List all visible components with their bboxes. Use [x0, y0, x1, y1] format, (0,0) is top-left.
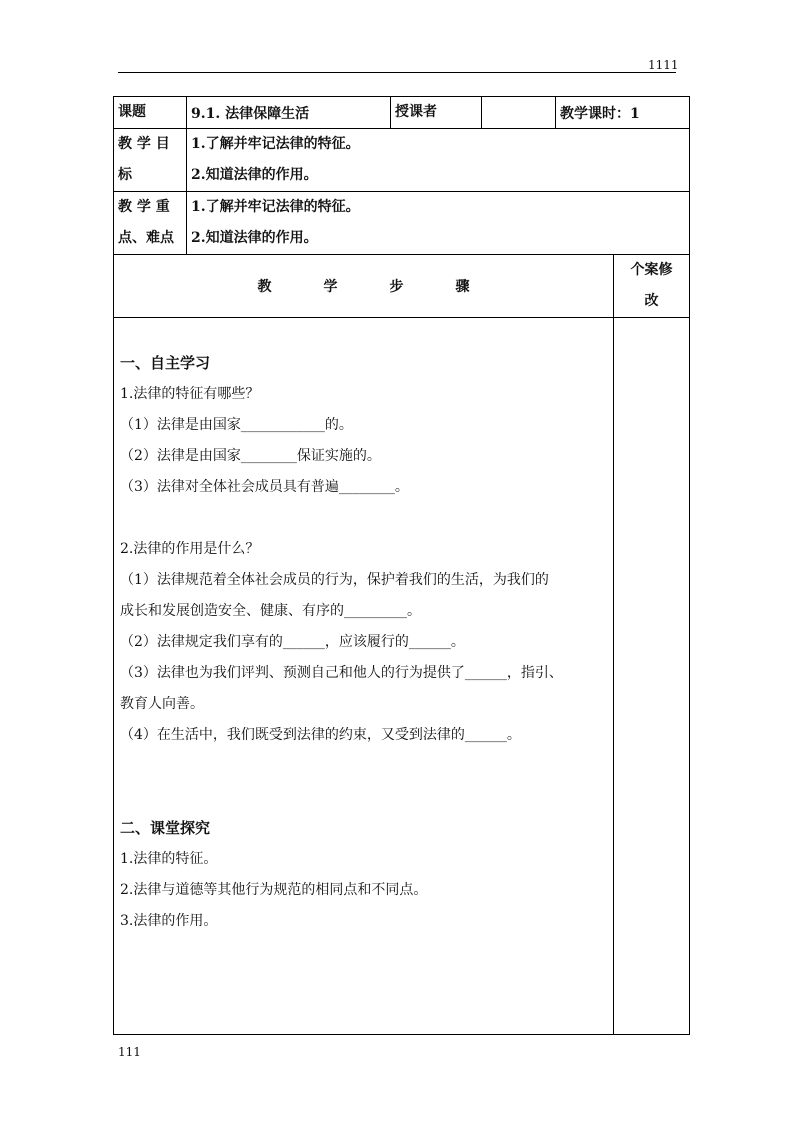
header-rule [118, 72, 676, 73]
periods-label: 教学课时：1 [556, 97, 690, 129]
blank-item: 教育人向善。 [120, 696, 204, 712]
content-row [114, 318, 690, 1035]
question-functions: 2.法律的作用是什么？ [120, 541, 260, 557]
teaching-content [114, 318, 614, 1035]
goals-label-line: 教 学 目 [118, 136, 170, 152]
blank-item: （3）法律对全体社会成员具有普遍________。 [120, 479, 409, 495]
teaching-steps-title [114, 255, 614, 318]
key-points-label [114, 192, 187, 255]
blank-item: （1）法律规范着全体社会成员的行为，保护着我们的生活，为我们的 [120, 572, 549, 588]
section-class-inquiry: 二、课堂探究 [120, 819, 211, 837]
key-item: 2.知道法律的作用。 [191, 230, 318, 246]
revision-label [614, 255, 690, 318]
key-points-row [114, 192, 690, 255]
inquiry-item: 2.法律与道德等其他行为规范的相同点和不同点。 [120, 882, 428, 898]
key-points-content [187, 192, 690, 255]
goal-item: 2.知道法律的作用。 [191, 167, 318, 183]
blank-item: （2）法律规定我们享有的______，应该履行的______。 [120, 634, 465, 650]
goals-label-line: 标 [118, 167, 132, 183]
goals-row [114, 129, 690, 192]
question-features: 1.法律的特征有哪些？ [120, 386, 260, 402]
goals-content [187, 129, 690, 192]
steps-title-char: 步 [389, 279, 404, 295]
section-self-study: 一、自主学习 [120, 354, 211, 372]
inquiry-item: 3.法律的作用。 [120, 913, 218, 929]
steps-header-row [114, 255, 690, 318]
key-item: 1.了解并牢记法律的特征。 [191, 199, 360, 215]
blank-item: （2）法律是由国家________保证实施的。 [120, 448, 381, 464]
blank-item: （3）法律也为我们评判、预测自己和他人的行为提供了______，指引、 [120, 665, 563, 681]
key-label-line: 点、难点 [118, 230, 174, 246]
blank-item: （1）法律是由国家____________的。 [120, 417, 353, 433]
revision-label-line: 个案修 [630, 262, 673, 278]
inquiry-item: 1.法律的特征。 [120, 851, 218, 867]
header-page-number: 1111 [648, 58, 679, 72]
teacher-value [482, 97, 556, 129]
revision-label-line: 改 [644, 293, 659, 309]
blank-item: 成长和发展创造安全、健康、有序的_________。 [120, 603, 421, 619]
lesson-plan-table [113, 96, 690, 1035]
goals-label [114, 129, 187, 192]
topic-label: 课题 [114, 97, 187, 129]
header-row [114, 97, 690, 129]
footer-page-number: 111 [118, 1045, 141, 1059]
blank-item: （4）在生活中，我们既受到法律的约束，又受到法律的______。 [120, 727, 521, 743]
topic-value: 9.1. 法律保障生活 [187, 97, 391, 129]
revision-notes-cell [614, 318, 690, 1035]
steps-title-char: 学 [323, 279, 338, 295]
steps-title-char: 教 [257, 279, 272, 295]
goal-item: 1.了解并牢记法律的特征。 [191, 136, 360, 152]
key-label-line: 教 学 重 [118, 199, 170, 215]
steps-title-char: 骤 [455, 279, 470, 295]
teacher-label: 授课者 [391, 97, 482, 129]
